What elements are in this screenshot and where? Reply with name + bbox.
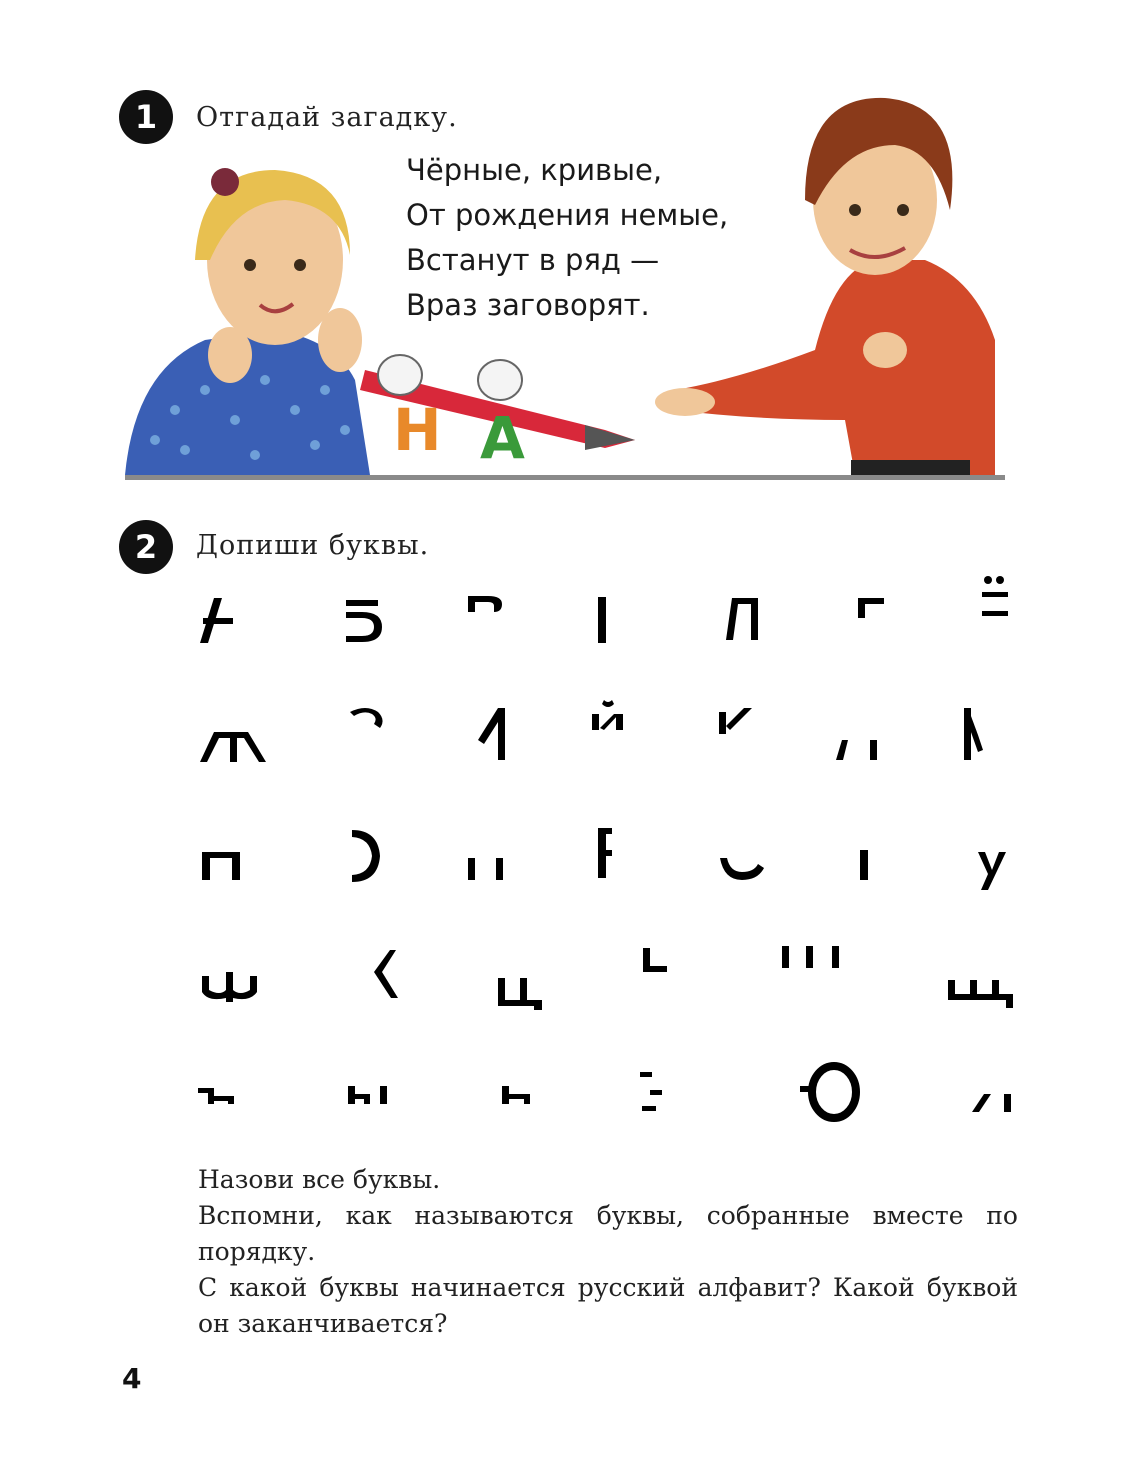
question-text: С какой буквы начинается русский алфавит? Какой буквой он заканчивается?	[198, 1273, 1018, 1338]
partial-letter-v	[468, 596, 502, 612]
question-text: Вспомни, как называются буквы, собранные вместе по порядку.	[198, 1201, 1018, 1266]
partial-letter-yu	[800, 1066, 856, 1118]
partial-letter-ya	[972, 1094, 1011, 1112]
partial-letter-n	[202, 852, 240, 880]
partial-letter-r	[598, 828, 612, 878]
question-text: Назови все буквы.	[198, 1165, 441, 1194]
illustration-letter-n: Н	[393, 396, 442, 464]
partial-letter-z	[350, 708, 383, 728]
task-title-2: Допиши буквы.	[196, 530, 430, 561]
partial-letter-m	[964, 708, 983, 760]
partial-letter-o	[352, 830, 380, 882]
poem-line: Враз заговорят.	[406, 288, 650, 322]
partial-letter-t	[860, 850, 868, 880]
partial-letter-g	[598, 597, 606, 643]
partial-letter-f	[202, 972, 257, 1002]
partial-letter-ts	[498, 978, 542, 1010]
page-number: 4	[122, 1362, 142, 1395]
partial-letter-d	[726, 598, 758, 640]
partial-letter-kh	[374, 950, 398, 998]
partial-letter-k	[719, 708, 752, 734]
partial-letter-shch	[948, 980, 1013, 1008]
partial-letter-e-reverse	[640, 1072, 662, 1111]
partial-letter-a	[200, 598, 233, 643]
partial-letter-i	[478, 708, 505, 760]
partial-letter-zh	[200, 732, 266, 762]
questions-block	[198, 1162, 1018, 1342]
partial-letter-hard-sign	[198, 1088, 234, 1104]
partial-letter-e	[858, 598, 884, 618]
partial-letter-b	[346, 600, 382, 642]
partial-letter-ch	[643, 948, 667, 972]
partial-letter-short-i	[592, 700, 623, 730]
partial-letter-p	[468, 858, 503, 880]
task-title-1: Отгадай загадку.	[196, 102, 458, 133]
poem-line: От рождения немые,	[406, 198, 729, 232]
partial-letter-yo	[982, 576, 1008, 616]
task-number-2: 2	[134, 528, 158, 566]
illustration-letter-a: А	[480, 404, 525, 472]
partial-letter-y	[348, 1086, 387, 1104]
partial-letter-sh	[782, 946, 839, 968]
task-number-1: 1	[134, 98, 158, 136]
partial-letter-soft-sign	[502, 1086, 530, 1104]
poem-line: Чёрные, кривые,	[406, 153, 663, 187]
partial-letter-u	[978, 852, 1006, 890]
poem-line: Встанут в ряд —	[406, 243, 660, 277]
partial-letter-s	[720, 858, 764, 880]
partial-letter-l	[836, 740, 877, 760]
